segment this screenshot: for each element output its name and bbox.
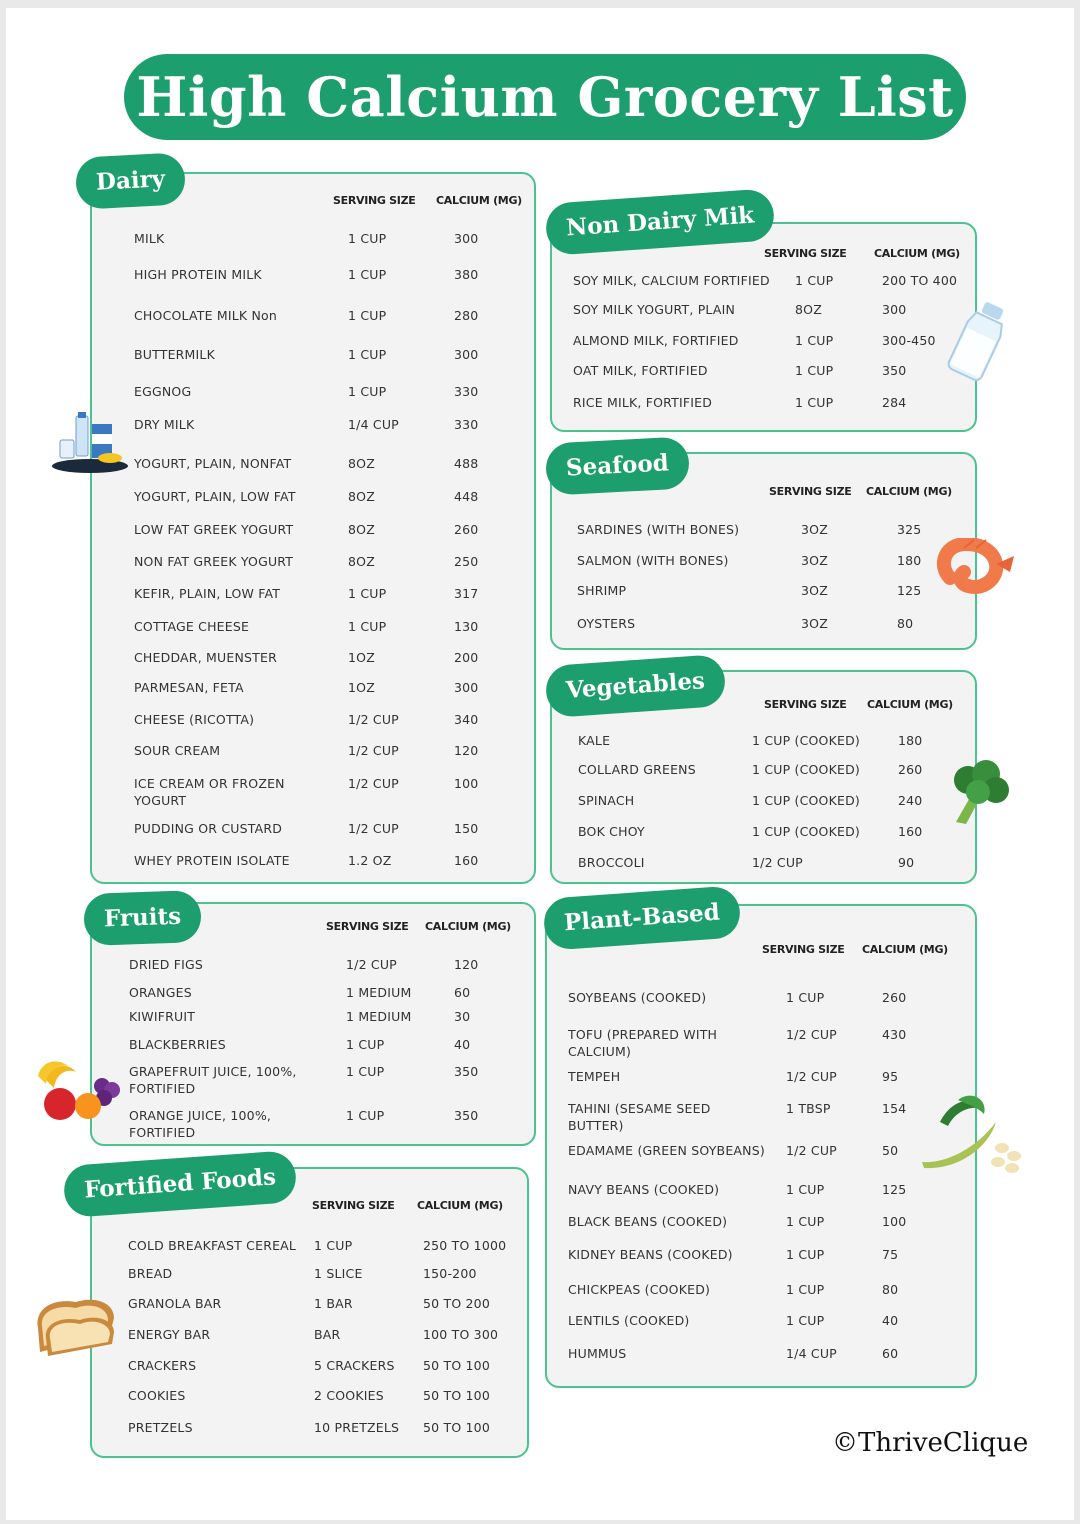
calcium-value: 154 xyxy=(882,1101,907,1116)
serving-size: 1 CUP xyxy=(348,586,387,601)
calcium-value: 430 xyxy=(882,1027,907,1042)
seafood-serving-header: SERVING SIZE xyxy=(769,485,852,498)
calcium-value: 80 xyxy=(897,616,914,631)
item-name: CHEESE (RICOTTA) xyxy=(134,712,255,727)
fortified-calcium-header: CALCIUM (MG) xyxy=(417,1199,503,1212)
item-name: SOY MILK YOGURT, PLAIN xyxy=(573,302,736,317)
item-name: PARMESAN, FETA xyxy=(134,680,244,695)
calcium-value: 30 xyxy=(454,1009,471,1024)
serving-size: 1.2 OZ xyxy=(348,853,392,868)
calcium-value: 50 TO 200 xyxy=(423,1296,490,1311)
item-name: LENTILS (COOKED) xyxy=(568,1313,690,1328)
item-name: KIDNEY BEANS (COOKED) xyxy=(568,1247,733,1262)
calcium-value: 50 xyxy=(882,1143,899,1158)
serving-size: 3OZ xyxy=(801,522,828,537)
serving-size: 2 COOKIES xyxy=(314,1388,384,1403)
calcium-value: 100 xyxy=(454,776,479,791)
serving-size: 5 CRACKERS xyxy=(314,1358,395,1373)
calcium-value: 100 xyxy=(882,1214,907,1229)
item-name: LOW FAT GREEK YOGURT xyxy=(134,522,294,537)
calcium-value: 488 xyxy=(454,456,479,471)
serving-size: 1 BAR xyxy=(314,1296,353,1311)
calcium-value: 40 xyxy=(454,1037,471,1052)
calcium-value: 95 xyxy=(882,1069,899,1084)
item-name: SOUR CREAM xyxy=(134,743,221,758)
item-name: COLD BREAKFAST CEREAL xyxy=(128,1238,297,1253)
item-name: DRY MILK xyxy=(134,417,195,432)
serving-size: 1 MEDIUM xyxy=(346,1009,412,1024)
calcium-value: 200 TO 400 xyxy=(882,273,958,288)
plant-calcium-header: CALCIUM (MG) xyxy=(862,943,948,956)
item-name: SALMON (WITH BONES) xyxy=(577,553,729,568)
serving-size: 1/4 CUP xyxy=(786,1346,837,1361)
calcium-value: 150-200 xyxy=(423,1266,477,1281)
item-name: COOKIES xyxy=(128,1388,186,1403)
item-name: EGGNOG xyxy=(134,384,192,399)
dairy-tab: Dairy xyxy=(75,152,187,210)
item-name: OAT MILK, FORTIFIED xyxy=(573,363,708,378)
fruits-serving-header: SERVING SIZE xyxy=(326,920,409,933)
calcium-value: 260 xyxy=(898,762,923,777)
item-name: TOFU (PREPARED WITH CALCIUM) xyxy=(568,1027,718,1059)
item-name: SOY MILK, CALCIUM FORTIFIED xyxy=(573,273,770,288)
calcium-value: 120 xyxy=(454,743,479,758)
shrimp-icon xyxy=(934,538,1018,600)
item-name: YOGURT, PLAIN, NONFAT xyxy=(134,456,292,471)
calcium-value: 317 xyxy=(454,586,479,601)
serving-size: 1 CUP xyxy=(348,619,387,634)
calcium-value: 250 xyxy=(454,554,479,569)
calcium-value: 130 xyxy=(454,619,479,634)
serving-size: 1 CUP xyxy=(346,1108,385,1123)
calcium-value: 350 xyxy=(882,363,907,378)
item-name: ALMOND MILK, FORTIFIED xyxy=(573,333,739,348)
calcium-value: 260 xyxy=(454,522,479,537)
fortified-serving-header: SERVING SIZE xyxy=(312,1199,395,1212)
item-name: ORANGES xyxy=(129,985,192,1000)
serving-size: 1 CUP xyxy=(348,267,387,282)
serving-size: 1/2 CUP xyxy=(346,957,397,972)
fruit-pile-icon xyxy=(32,1056,126,1122)
item-name: NAVY BEANS (COOKED) xyxy=(568,1182,720,1197)
item-name: CHOCOLATE MILK Non xyxy=(134,308,277,323)
calcium-value: 280 xyxy=(454,308,479,323)
milk-bottle-icon xyxy=(945,298,1013,382)
serving-size: 1/2 CUP xyxy=(786,1027,837,1042)
serving-size: 1 CUP (COOKED) xyxy=(752,762,860,777)
calcium-value: 50 TO 100 xyxy=(423,1388,490,1403)
fortified-tab: Fortified Foods xyxy=(62,1150,297,1218)
nondairy-calcium-header: CALCIUM (MG) xyxy=(874,247,960,260)
item-name: CHICKPEAS (COOKED) xyxy=(568,1282,711,1297)
calcium-value: 200 xyxy=(454,650,479,665)
serving-size: 8OZ xyxy=(348,554,375,569)
calcium-value: 260 xyxy=(882,990,907,1005)
calcium-value: 325 xyxy=(897,522,922,537)
bread-icon xyxy=(32,1294,128,1358)
calcium-value: 60 xyxy=(882,1346,899,1361)
plant-tab: Plant-Based xyxy=(542,885,741,951)
serving-size: 1 MEDIUM xyxy=(346,985,412,1000)
item-name: BLACK BEANS (COOKED) xyxy=(568,1214,728,1229)
item-name: KEFIR, PLAIN, LOW FAT xyxy=(134,586,281,601)
item-name: ENERGY BAR xyxy=(128,1327,211,1342)
item-name: GRAPEFRUIT JUICE, 100%, FORTIFIED xyxy=(129,1064,297,1096)
plant-serving-header: SERVING SIZE xyxy=(762,943,845,956)
calcium-value: 284 xyxy=(882,395,907,410)
vegetables-calcium-header: CALCIUM (MG) xyxy=(867,698,953,711)
serving-size: 1 CUP (COOKED) xyxy=(752,793,860,808)
nondairy-serving-header: SERVING SIZE xyxy=(764,247,847,260)
calcium-value: 50 TO 100 xyxy=(423,1420,490,1435)
serving-size: 10 PRETZELS xyxy=(314,1420,400,1435)
item-name: KIWIFRUIT xyxy=(129,1009,196,1024)
dairy-products-icon xyxy=(50,410,130,476)
item-name: RICE MILK, FORTIFIED xyxy=(573,395,713,410)
serving-size: 1 CUP xyxy=(348,347,387,362)
serving-size: 1 CUP xyxy=(795,273,834,288)
serving-size: 1 CUP xyxy=(795,395,834,410)
calcium-value: 75 xyxy=(882,1247,899,1262)
item-name: YOGURT, PLAIN, LOW FAT xyxy=(134,489,296,504)
calcium-value: 120 xyxy=(454,957,479,972)
serving-size: 1 CUP xyxy=(786,990,825,1005)
serving-size: 1 CUP xyxy=(346,1037,385,1052)
serving-size: 1 CUP xyxy=(786,1214,825,1229)
item-name: TAHINI (SESAME SEED BUTTER) xyxy=(568,1101,711,1133)
calcium-value: 330 xyxy=(454,384,479,399)
broccoli-icon xyxy=(942,756,1014,828)
serving-size: 1 CUP xyxy=(795,333,834,348)
serving-size: 1OZ xyxy=(348,680,375,695)
calcium-value: 448 xyxy=(454,489,479,504)
serving-size: 8OZ xyxy=(348,489,375,504)
item-name: MILK xyxy=(134,231,165,246)
calcium-value: 80 xyxy=(882,1282,899,1297)
fruits-tab: Fruits xyxy=(83,890,202,946)
item-name: HIGH PROTEIN MILK xyxy=(134,267,262,282)
serving-size: 1 CUP xyxy=(786,1247,825,1262)
beans-icon xyxy=(918,1092,1028,1176)
serving-size: 1 CUP (COOKED) xyxy=(752,733,860,748)
item-name: PRETZELS xyxy=(128,1420,193,1435)
fruits-calcium-header: CALCIUM (MG) xyxy=(425,920,511,933)
serving-size: 1 CUP xyxy=(786,1313,825,1328)
serving-size: 3OZ xyxy=(801,616,828,631)
serving-size: 1 CUP xyxy=(346,1064,385,1079)
calcium-value: 180 xyxy=(898,733,923,748)
serving-size: 1/2 CUP xyxy=(348,821,399,836)
item-name: BROCCOLI xyxy=(578,855,645,870)
calcium-value: 300 xyxy=(882,302,907,317)
item-name: SHRIMP xyxy=(577,583,627,598)
serving-size: 1 CUP (COOKED) xyxy=(752,824,860,839)
serving-size: 1 SLICE xyxy=(314,1266,363,1281)
calcium-value: 150 xyxy=(454,821,479,836)
item-name: TEMPEH xyxy=(568,1069,621,1084)
vegetables-tab: Vegetables xyxy=(544,654,726,718)
serving-size: 1 CUP xyxy=(348,384,387,399)
dairy-serving-header: SERVING SIZE xyxy=(333,194,416,207)
item-name: BUTTERMILK xyxy=(134,347,215,362)
item-name: GRANOLA BAR xyxy=(128,1296,222,1311)
vegetables-serving-header: SERVING SIZE xyxy=(764,698,847,711)
serving-size: 1 CUP xyxy=(786,1182,825,1197)
calcium-value: 300 xyxy=(454,231,479,246)
item-name: OYSTERS xyxy=(577,616,636,631)
seafood-tab: Seafood xyxy=(545,436,690,495)
calcium-value: 125 xyxy=(897,583,922,598)
serving-size: 1 TBSP xyxy=(786,1101,831,1116)
item-name: CRACKERS xyxy=(128,1358,197,1373)
serving-size: 1/2 CUP xyxy=(786,1069,837,1084)
copyright-credit: ©ThriveClique xyxy=(832,1428,1029,1458)
calcium-value: 380 xyxy=(454,267,479,282)
item-name: SPINACH xyxy=(578,793,635,808)
item-name: BREAD xyxy=(128,1266,173,1281)
serving-size: 1/2 CUP xyxy=(752,855,803,870)
item-name: WHEY PROTEIN ISOLATE xyxy=(134,853,290,868)
page-title: High Calcium Grocery List xyxy=(124,54,966,140)
seafood-calcium-header: CALCIUM (MG) xyxy=(866,485,952,498)
calcium-value: 300-450 xyxy=(882,333,936,348)
serving-size: 1/2 CUP xyxy=(348,776,399,791)
serving-size: 1OZ xyxy=(348,650,375,665)
calcium-value: 50 TO 100 xyxy=(423,1358,490,1373)
item-name: ORANGE JUICE, 100%, FORTIFIED xyxy=(129,1108,272,1140)
serving-size: 8OZ xyxy=(348,456,375,471)
calcium-value: 90 xyxy=(898,855,915,870)
calcium-value: 100 TO 300 xyxy=(423,1327,499,1342)
item-name: ICE CREAM OR FROZEN YOGURT xyxy=(134,776,285,808)
calcium-value: 350 xyxy=(454,1064,479,1079)
serving-size: 1/2 CUP xyxy=(348,712,399,727)
serving-size: 8OZ xyxy=(348,522,375,537)
serving-size: 1/2 CUP xyxy=(348,743,399,758)
calcium-value: 340 xyxy=(454,712,479,727)
item-name: EDAMAME (GREEN SOYBEANS) xyxy=(568,1143,765,1158)
calcium-value: 300 xyxy=(454,347,479,362)
calcium-value: 160 xyxy=(454,853,479,868)
item-name: PUDDING OR CUSTARD xyxy=(134,821,283,836)
serving-size: 1 CUP xyxy=(786,1282,825,1297)
serving-size: BAR xyxy=(314,1327,341,1342)
calcium-value: 330 xyxy=(454,417,479,432)
calcium-value: 125 xyxy=(882,1182,907,1197)
calcium-value: 350 xyxy=(454,1108,479,1123)
item-name: SARDINES (WITH BONES) xyxy=(577,522,740,537)
serving-size: 1 CUP xyxy=(348,231,387,246)
calcium-value: 300 xyxy=(454,680,479,695)
item-name: KALE xyxy=(578,733,611,748)
item-name: CHEDDAR, MUENSTER xyxy=(134,650,277,665)
serving-size: 8OZ xyxy=(795,302,822,317)
calcium-value: 160 xyxy=(898,824,923,839)
calcium-value: 40 xyxy=(882,1313,899,1328)
calcium-value: 250 TO 1000 xyxy=(423,1238,507,1253)
serving-size: 1 CUP xyxy=(348,308,387,323)
serving-size: 3OZ xyxy=(801,553,828,568)
nondairy-tab: Non Dairy Mik xyxy=(544,188,775,256)
item-name: COTTAGE CHEESE xyxy=(134,619,250,634)
serving-size: 1/2 CUP xyxy=(786,1143,837,1158)
serving-size: 3OZ xyxy=(801,583,828,598)
serving-size: 1/4 CUP xyxy=(348,417,399,432)
item-name: SOYBEANS (COOKED) xyxy=(568,990,707,1005)
calcium-value: 60 xyxy=(454,985,471,1000)
item-name: BLACKBERRIES xyxy=(129,1037,226,1052)
item-name: DRIED FIGS xyxy=(129,957,203,972)
item-name: HUMMUS xyxy=(568,1346,627,1361)
serving-size: 1 CUP xyxy=(795,363,834,378)
item-name: NON FAT GREEK YOGURT xyxy=(134,554,294,569)
dairy-calcium-header: CALCIUM (MG) xyxy=(436,194,522,207)
serving-size: 1 CUP xyxy=(314,1238,353,1253)
item-name: BOK CHOY xyxy=(578,824,645,839)
item-name: COLLARD GREENS xyxy=(578,762,696,777)
calcium-value: 240 xyxy=(898,793,923,808)
calcium-value: 180 xyxy=(897,553,922,568)
